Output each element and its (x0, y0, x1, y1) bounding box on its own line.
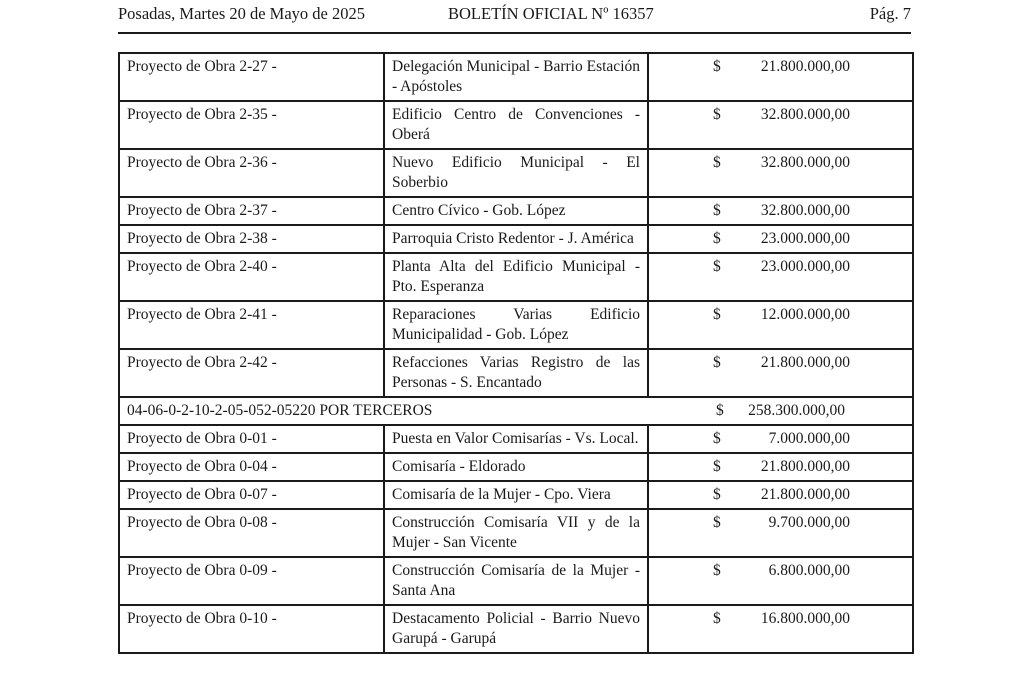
table-row (119, 101, 913, 149)
table-row (119, 557, 913, 605)
amount-value: 21.800.000,00 (760, 58, 850, 75)
project-code: Proyecto de Obra 0-07 - (119, 481, 384, 509)
project-description: Refacciones Varias Registro de las Personas - S. Encantado (384, 349, 648, 397)
table-row (119, 253, 913, 301)
project-description: Puesta en Valor Comisarías - Vs. Local. (384, 425, 648, 453)
project-code: Proyecto de Obra 2-37 - (119, 197, 384, 225)
amount-cell (648, 197, 913, 225)
project-description: Destacamento Policial - Barrio Nuevo Garupá - Garupá (384, 605, 648, 653)
project-description: Comisaría - Eldorado (384, 453, 648, 481)
amount-value: 21.800.000,00 (760, 354, 850, 371)
header-publication-title: BOLETÍN OFICIAL Nº 16357 (448, 4, 654, 23)
currency-symbol: $ (713, 230, 721, 247)
amount-cell (648, 425, 913, 453)
table-row (119, 509, 913, 557)
amount-value: 32.800.000,00 (760, 106, 850, 123)
header-page-number: Pág. 7 (869, 4, 911, 23)
amount-value: 32.800.000,00 (760, 202, 850, 219)
amount-cell (648, 301, 913, 349)
project-code: Proyecto de Obra 2-27 - (119, 53, 384, 101)
project-description: Edificio Centro de Convenciones - Oberá (384, 101, 648, 149)
amount-cell (648, 557, 913, 605)
amount-value: 32.800.000,00 (760, 154, 850, 171)
amount-value: 16.800.000,00 (760, 610, 850, 627)
amount-value: 6.800.000,00 (768, 562, 850, 579)
currency-symbol: $ (713, 486, 721, 503)
project-description: Parroquia Cristo Redentor - J. América (384, 225, 648, 253)
table-row (119, 349, 913, 397)
project-code: Proyecto de Obra 2-41 - (119, 301, 384, 349)
amount-value: 21.800.000,00 (760, 458, 850, 475)
amount-value: 7.000.000,00 (768, 430, 850, 447)
table-row (119, 453, 913, 481)
table-row (119, 149, 913, 197)
currency-symbol: $ (713, 354, 721, 371)
project-code: Proyecto de Obra 2-35 - (119, 101, 384, 149)
currency-symbol: $ (713, 306, 721, 323)
amount-cell (648, 509, 913, 557)
subtotal-label: 04-06-0-2-10-2-05-052-05220 POR TERCEROS (119, 397, 648, 425)
currency-symbol: $ (713, 258, 721, 275)
table-row (119, 301, 913, 349)
project-code: Proyecto de Obra 2-40 - (119, 253, 384, 301)
header-rule (118, 32, 911, 34)
table-row (119, 425, 913, 453)
amount-cell (648, 101, 913, 149)
budget-table-body (119, 53, 913, 653)
project-code: Proyecto de Obra 2-42 - (119, 349, 384, 397)
currency-symbol: $ (716, 402, 724, 419)
amount-cell (648, 53, 913, 101)
project-code: Proyecto de Obra 0-01 - (119, 425, 384, 453)
currency-symbol: $ (713, 562, 721, 579)
project-description: Centro Cívico - Gob. López (384, 197, 648, 225)
currency-symbol: $ (713, 202, 721, 219)
project-description: Planta Alta del Edificio Municipal - Pto. Esperanza (384, 253, 648, 301)
table-row (119, 53, 913, 101)
currency-symbol: $ (713, 430, 721, 447)
currency-symbol: $ (713, 458, 721, 475)
budget-table (118, 52, 914, 654)
project-code: Proyecto de Obra 0-10 - (119, 605, 384, 653)
project-description: Construcción Comisaría VII y de la Mujer - San Vicente (384, 509, 648, 557)
table-row (119, 481, 913, 509)
amount-cell (648, 481, 913, 509)
currency-symbol: $ (713, 58, 721, 75)
amount-value: 12.000.000,00 (760, 306, 850, 323)
project-description: Delegación Municipal - Barrio Estación - Apóstoles (384, 53, 648, 101)
subtotal-row (119, 397, 913, 425)
project-code: Proyecto de Obra 2-36 - (119, 149, 384, 197)
amount-value: 21.800.000,00 (760, 486, 850, 503)
amount-cell (648, 349, 913, 397)
subtotal-amount-cell (648, 397, 913, 425)
currency-symbol: $ (713, 154, 721, 171)
amount-value: 23.000.000,00 (760, 230, 850, 247)
project-description: Reparaciones Varias Edificio Municipalidad - Gob. López (384, 301, 648, 349)
project-code: Proyecto de Obra 2-38 - (119, 225, 384, 253)
page-header (118, 4, 911, 26)
currency-symbol: $ (713, 514, 721, 531)
currency-symbol: $ (713, 106, 721, 123)
amount-cell (648, 605, 913, 653)
project-description: Comisaría de la Mujer - Cpo. Viera (384, 481, 648, 509)
amount-value: 23.000.000,00 (760, 258, 850, 275)
project-code: Proyecto de Obra 0-04 - (119, 453, 384, 481)
table-row (119, 605, 913, 653)
header-place-date: Posadas, Martes 20 de Mayo de 2025 (118, 4, 366, 23)
project-code: Proyecto de Obra 0-09 - (119, 557, 384, 605)
table-row (119, 225, 913, 253)
project-description: Construcción Comisaría de la Mujer - Santa Ana (384, 557, 648, 605)
currency-symbol: $ (713, 610, 721, 627)
project-code: Proyecto de Obra 0-08 - (119, 509, 384, 557)
amount-cell (648, 225, 913, 253)
table-row (119, 197, 913, 225)
project-description: Nuevo Edificio Municipal - El Soberbio (384, 149, 648, 197)
subtotal-amount: 258.300.000,00 (748, 402, 845, 419)
amount-value: 9.700.000,00 (768, 514, 850, 531)
amount-cell (648, 253, 913, 301)
amount-cell (648, 149, 913, 197)
amount-cell (648, 453, 913, 481)
